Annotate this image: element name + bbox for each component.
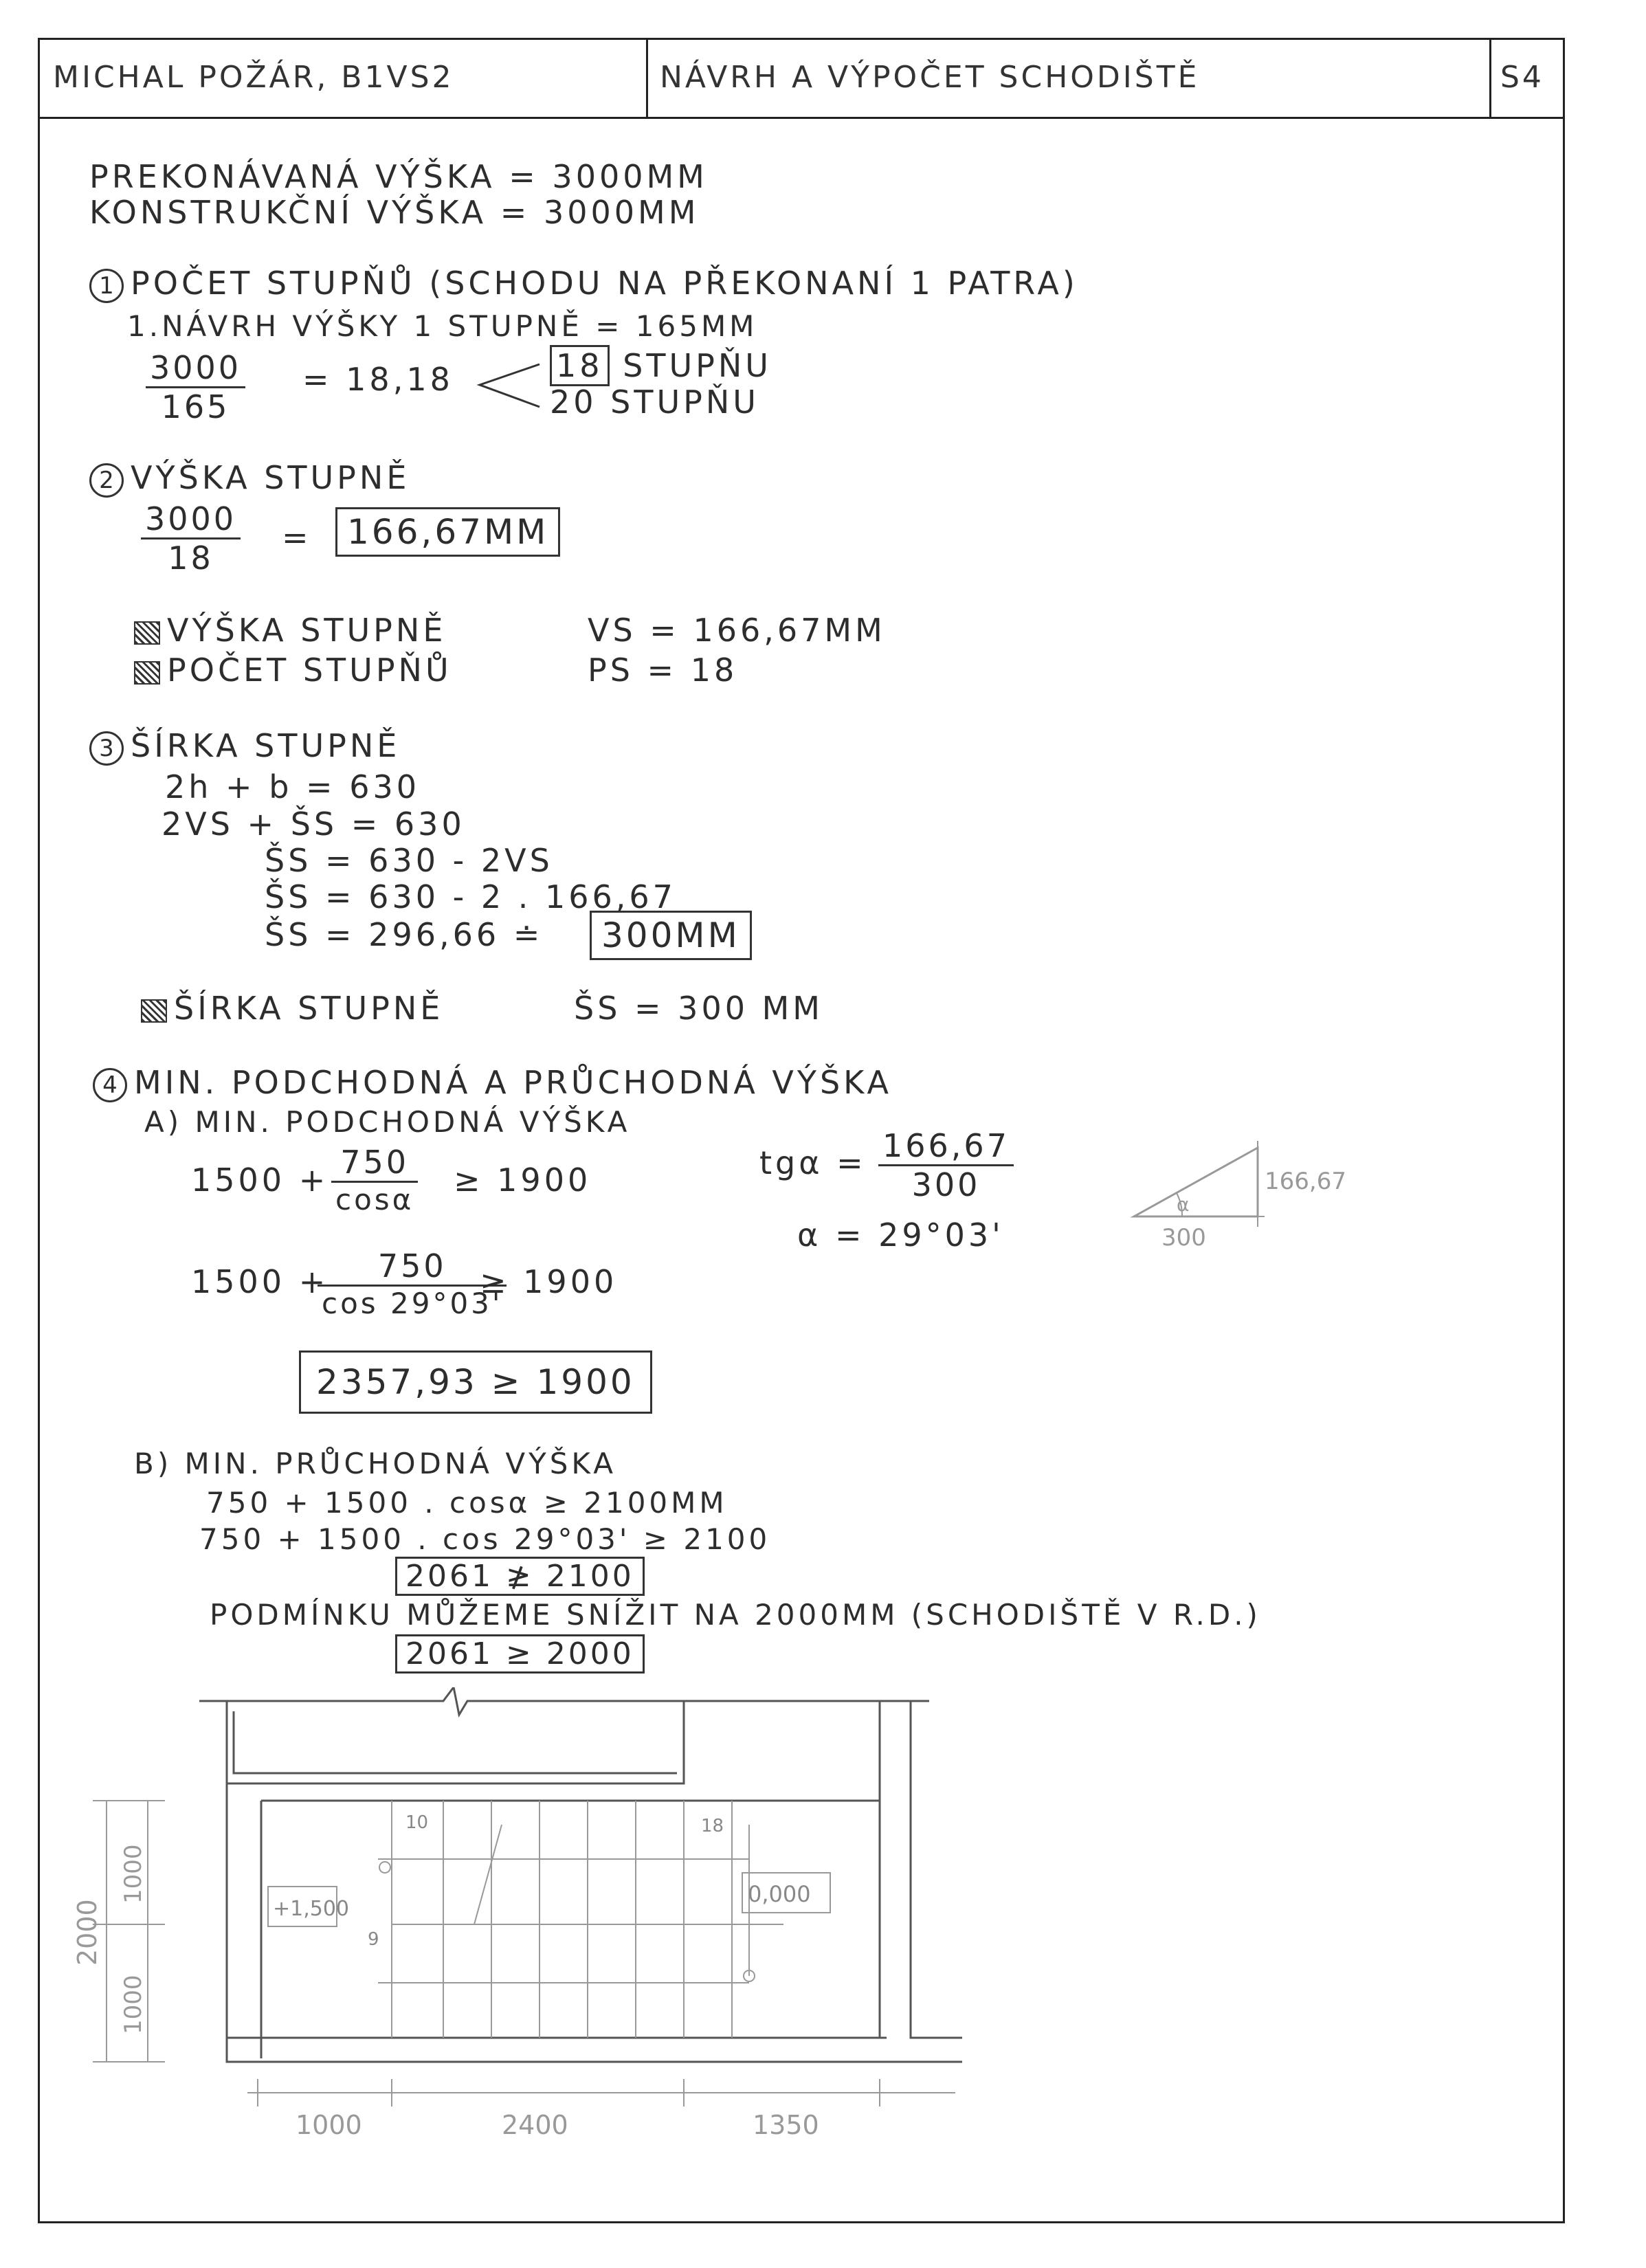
tread-width-result: 300MM [590, 911, 752, 960]
intro-line-1: PREKONÁVANÁ VÝŠKA = 3000MM [89, 158, 708, 195]
sec1-result: = 18,18 [302, 361, 454, 398]
summary-label: ŠÍRKA STUPNĚ [174, 990, 444, 1027]
title-cell [660, 38, 1519, 117]
triangle-angle: α [1177, 1193, 1190, 1216]
denominator: 18 [168, 540, 214, 577]
sec4a2-post: ≥ 1900 [480, 1263, 618, 1300]
stair-plan-sketch [62, 1687, 1024, 2168]
bullet-icon [134, 621, 160, 645]
equals-sign: = [282, 519, 312, 556]
author-name: MICHAL POŽÁR, B1VS2 [53, 60, 454, 95]
summary-label: POČET STUPŇŮ [167, 652, 452, 689]
section-3-heading [89, 727, 400, 766]
summary-tread-width-value: ŠS = 300 MM [574, 990, 823, 1027]
level-left: +1,500 [273, 1897, 350, 1921]
section-number: 3 [89, 731, 124, 766]
step-label-bottom: 9 [368, 1929, 379, 1950]
clearance-result-2: 2061 ≥ 2000 [395, 1634, 645, 1674]
dim-left-total: 2000 [72, 1899, 102, 1966]
sheet-number: S4 [1500, 60, 1544, 95]
sec4a-post: ≥ 1900 [454, 1161, 592, 1199]
sec3-formula-4: ŠS = 630 - 2 . 166,67 [265, 878, 676, 915]
sec4a-title: A) MIN. PODCHODNÁ VÝŠKA [144, 1105, 631, 1139]
sheet-cell [1500, 38, 1562, 117]
numerator: 750 [331, 1144, 418, 1183]
bullet-icon [134, 661, 160, 685]
sec4a-pre: 1500 + [191, 1161, 329, 1199]
sec3-formula-3: ŠS = 630 - 2VS [265, 842, 553, 879]
numerator: 750 [318, 1247, 507, 1287]
summary-step-height [134, 612, 446, 649]
sec3-formula-2: 2VS + ŠS = 630 [162, 805, 465, 843]
section-number: 2 [89, 463, 124, 498]
section-title: MIN. PODCHODNÁ A PRŮCHODNÁ VÝŠKA [134, 1064, 892, 1101]
header-divider [1489, 38, 1491, 117]
sec4b-note: PODMÍNKU MŮŽEME SNÍŽIT NA 2000MM (SCHODIŠTĚ V R.D.) [210, 1598, 1261, 1632]
denominator: cos 29°03' [322, 1287, 503, 1320]
section-2-heading [89, 459, 410, 498]
header-divider [646, 38, 648, 117]
tangent-fraction [878, 1127, 1014, 1203]
numerator: 166,67 [878, 1127, 1014, 1166]
chosen-count: 18 [550, 345, 610, 386]
bullet-icon [141, 999, 167, 1023]
headroom-result: 2357,93 ≥ 1900 [299, 1350, 652, 1414]
angle-triangle-sketch [1127, 1134, 1361, 1251]
author-cell [53, 38, 665, 117]
triangle-height: 166,67 [1265, 1168, 1346, 1195]
denominator: 300 [911, 1166, 981, 1203]
sec4b-title: B) MIN. PRŮCHODNÁ VÝŠKA [134, 1447, 616, 1480]
denominator: 165 [161, 388, 230, 425]
sec4a-fraction [331, 1144, 418, 1216]
section-title: ŠÍRKA STUPNĚ [131, 727, 401, 764]
sec4a2-pre: 1500 + [191, 1263, 329, 1300]
sec1-option-2: 20 STUPŇU [550, 383, 759, 421]
document-title: NÁVRH A VÝPOČET SCHODIŠTĚ [660, 60, 1200, 95]
triangle-base: 300 [1161, 1224, 1206, 1251]
clearance-result-1: 2061 ≱ 2100 [395, 1557, 645, 1596]
intro-line-2: KONSTRUKČNÍ VÝŠKA = 3000MM [89, 194, 700, 231]
section-4-heading [93, 1064, 892, 1102]
step-label-end: 18 [701, 1816, 724, 1836]
section-1-heading [89, 265, 1078, 303]
summary-step-count [134, 652, 452, 689]
sec4a2-fraction [318, 1247, 507, 1320]
dim-bottom-2: 2400 [502, 2110, 568, 2140]
summary-label: VÝŠKA STUPNĚ [167, 612, 447, 649]
section-number: 1 [89, 269, 124, 303]
title-block [38, 38, 1565, 119]
summary-tread-width [141, 990, 443, 1027]
option-label: STUPŇU [623, 347, 772, 384]
tangent-pre: tgα = [759, 1144, 867, 1181]
sec4b-formula-1: 750 + 1500 . cosα ≥ 2100MM [206, 1486, 728, 1520]
sec1-option-1 [550, 347, 772, 384]
dim-bottom-1: 1000 [296, 2110, 362, 2140]
branch-mark [474, 357, 543, 412]
sec3-formula-1: 2h + b = 630 [165, 768, 420, 805]
step-height-result: 166,67MM [335, 507, 560, 557]
level-right: 0,000 [748, 1881, 811, 1907]
section-title: VÝŠKA STUPNĚ [131, 459, 410, 496]
section-number: 4 [93, 1068, 127, 1102]
numerator: 3000 [146, 349, 245, 388]
alpha-result: α = 29°03' [797, 1216, 1004, 1254]
sec4b-formula-2: 750 + 1500 . cos 29°03' ≥ 2100 [199, 1522, 771, 1556]
denominator: cosα [335, 1183, 414, 1216]
summary-step-height-value: VS = 166,67MM [588, 612, 886, 649]
sec2-fraction [141, 500, 241, 577]
sec1-fraction [146, 349, 245, 425]
sec1-proposal: 1.NÁVRH VÝŠKY 1 STUPNĚ = 165MM [127, 309, 758, 343]
dim-left-part-1: 1000 [120, 1844, 147, 1904]
section-title: POČET STUPŇŮ (SCHODU NA PŘEKONANÍ 1 PATRA) [131, 265, 1078, 302]
dim-bottom-3: 1350 [753, 2110, 819, 2140]
summary-step-count-value: PS = 18 [588, 652, 738, 689]
dim-left-part-2: 1000 [120, 1975, 147, 2034]
sec3-formula-5: ŠS = 296,66 ≐ [265, 916, 544, 953]
step-label-top: 10 [405, 1812, 429, 1833]
numerator: 3000 [141, 500, 241, 540]
